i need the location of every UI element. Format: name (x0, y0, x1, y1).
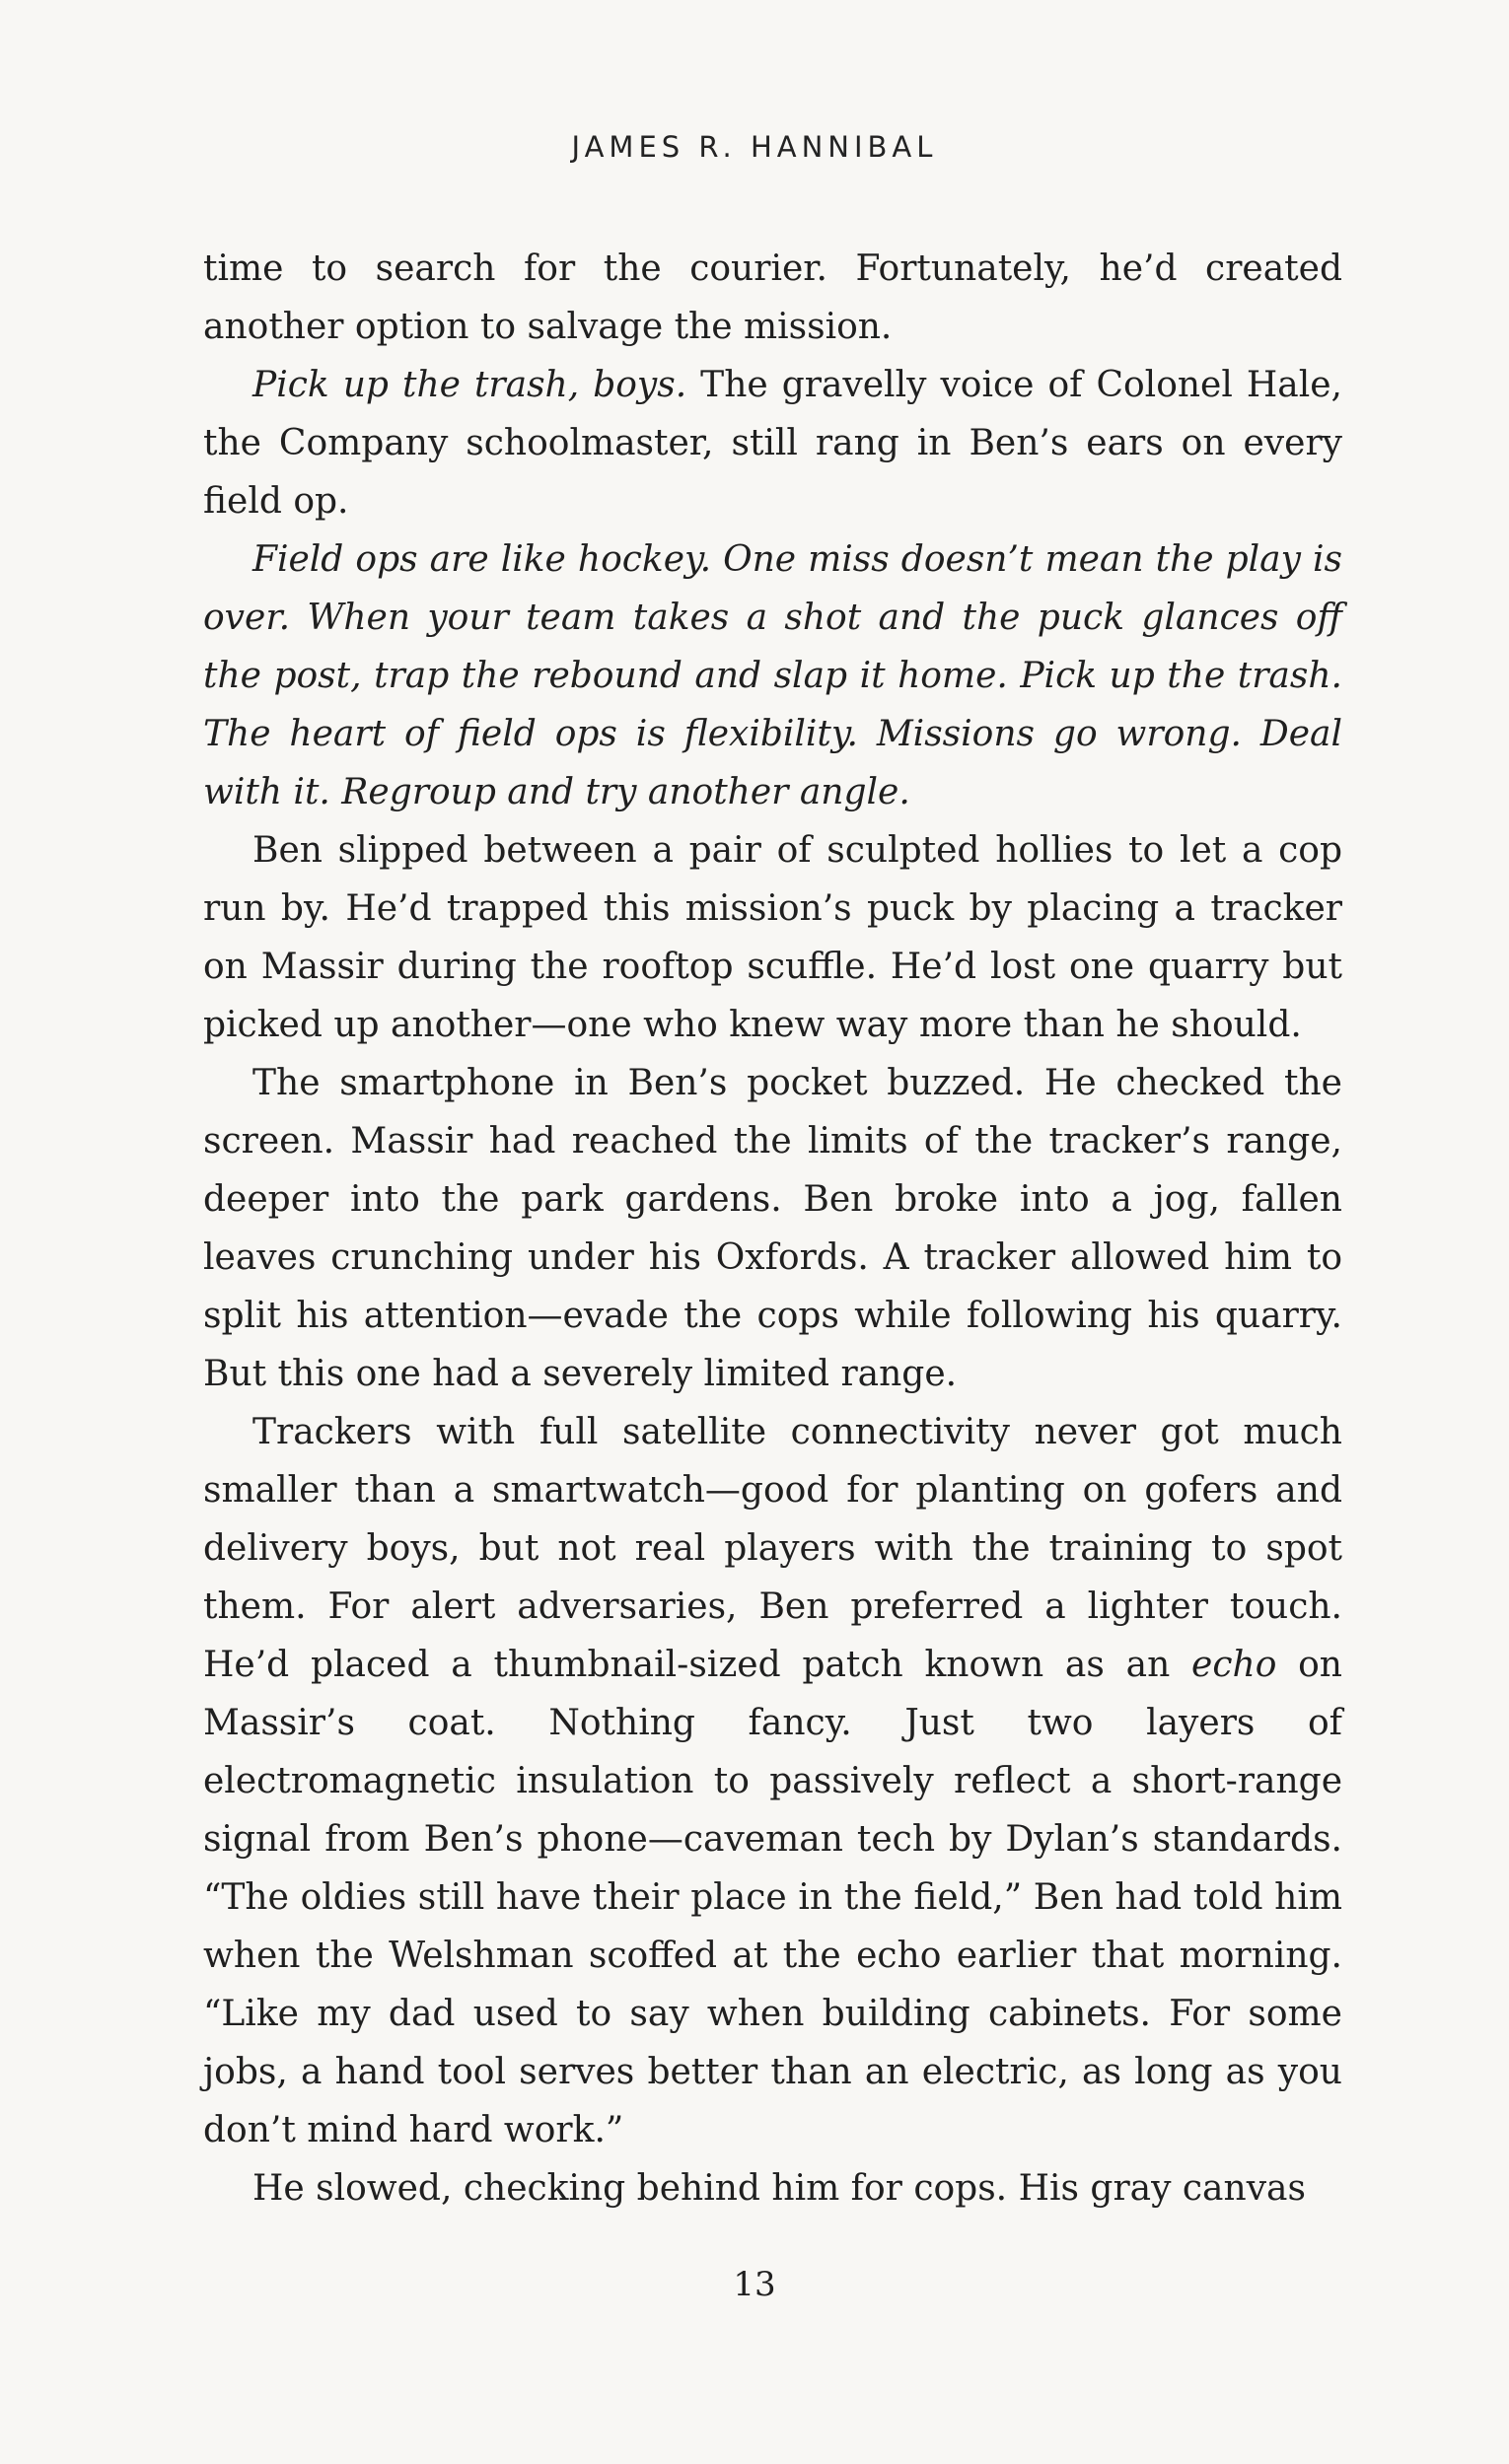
text-run: He slowed, checking behind him for cops. His gray canvas (252, 2168, 1306, 2209)
paragraph (203, 1054, 1342, 1403)
running-head: JAMES R. HANNIBAL (571, 130, 938, 164)
text-run: time to search for the courier. Fortunately, he’d created another option to salvage the mission. (203, 248, 1342, 347)
paragraph (203, 240, 1342, 356)
paragraph (203, 1403, 1342, 2159)
text-run: The gravelly voice of Colonel Hale, the Company schoolmaster, still rang in Ben’s ears on every field op. (203, 365, 1342, 522)
italic-text: echo (1191, 1645, 1277, 1685)
body-text (203, 240, 1342, 2218)
page-number: 13 (733, 2265, 776, 2304)
paragraph (203, 2159, 1342, 2218)
paragraph (203, 356, 1342, 530)
paragraph (203, 530, 1342, 821)
paragraph (203, 821, 1342, 1054)
text-run: Field ops are like hockey. One miss doesn’t mean the play is over. When your team takes a shot and the puck glances off the post, trap the rebound and slap it home. Pick up the trash. The heart of field ops is flexibility. Missions go wrong. Deal with it. Regroup and try another angle. (203, 539, 1342, 812)
text-run: Trackers with full satellite connectivity never got much smaller than a smartwatch—good for planting on gofers and delivery boys, but not real players with the training to spot them. For alert adversaries, Ben preferred a lighter touch. He’d placed a thumbnail-sized patch known as an (203, 1412, 1342, 1685)
italic-text: Pick up the trash, boys. (252, 365, 687, 405)
text-run: Ben slipped between a pair of sculpted hollies to let a cop run by. He’d trapped this mission’s puck by placing a tracker on Massir during the rooftop scuffle. He’d lost one quarry but picked up another—one who knew way more than he should. (203, 830, 1342, 1045)
text-run: The smartphone in Ben’s pocket buzzed. He checked the screen. Massir had reached the limits of the tracker’s range, deeper into the park gardens. Ben broke into a jog, fallen leaves crunching under his Oxfords. A tracker allowed him to split his attention—evade the cops while following his quarry. But this one had a severely limited range. (203, 1063, 1342, 1394)
text-run: on Massir’s coat. Nothing fancy. Just two layers of electromagnetic insulation to passively reflect a short-range signal from Ben’s phone—caveman tech by Dylan’s standards. “The oldies still have their place in the field,” Ben had told him when the Welshman scoffed at the echo earlier that morning. “Like my dad used to say when building cabinets. For some jobs, a hand tool serves better than an electric, as long as you don’t mind hard work.” (203, 1645, 1342, 2150)
